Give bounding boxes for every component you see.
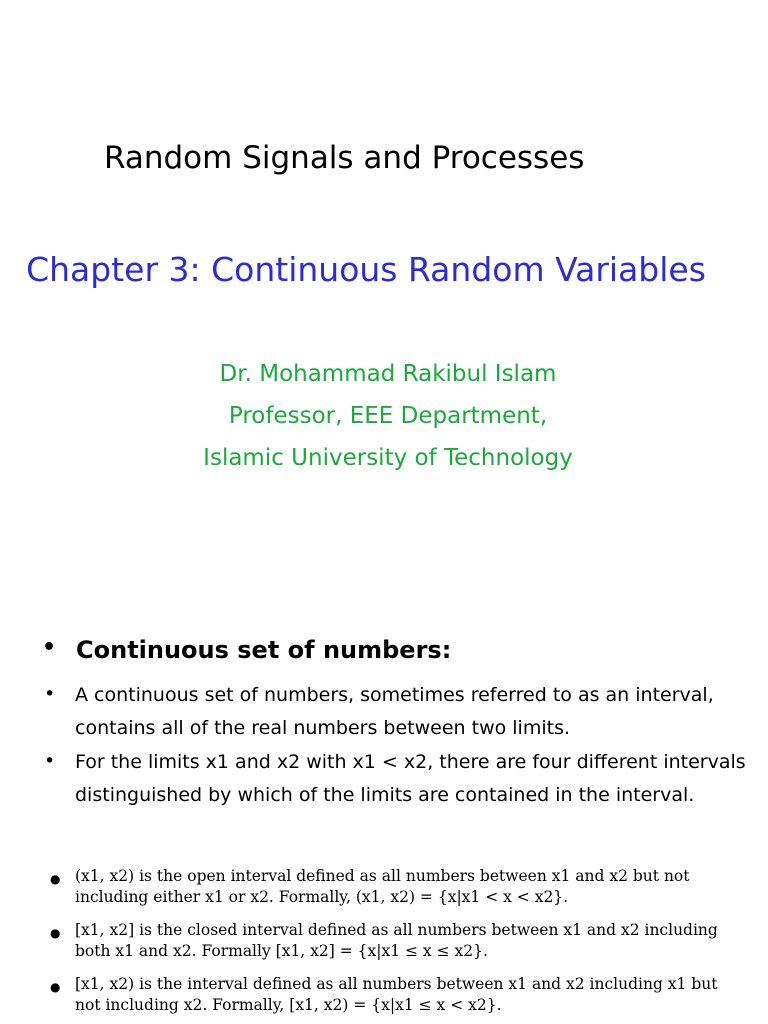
section-heading: Continuous set of numbers: xyxy=(76,636,452,664)
bullet-icon: • xyxy=(44,750,56,772)
chapter-title: Chapter 3: Continuous Random Variables xyxy=(26,250,706,289)
interval-item xyxy=(75,974,735,1016)
bullet-icon: • xyxy=(42,635,57,660)
interval-item xyxy=(75,866,735,908)
bullet-icon: ● xyxy=(50,980,61,994)
interval-formal: Formally, (x1, x2) = {x|x1 < x < x2}. xyxy=(278,888,569,906)
interval-text: is the closed interval defined as all numbers between x1 and x2 including both x1 and x2. xyxy=(75,921,718,960)
interval-notation: (x1, x2) xyxy=(75,867,135,885)
bullet-icon: ● xyxy=(50,872,61,886)
author-name: Dr. Mohammad Rakibul Islam xyxy=(219,361,557,387)
interval-formal: Formally [x1, x2] = {x|x1 ≤ x ≤ x2}. xyxy=(201,942,488,960)
slide-title: Random Signals and Processes xyxy=(104,140,585,176)
bullet-icon: • xyxy=(44,683,56,705)
interval-notation: [x1, x2] xyxy=(75,921,135,939)
author-block xyxy=(0,353,768,479)
interval-text: is the open interval defined as all numbers between x1 and x2 but not including either x1 or x2. xyxy=(75,867,690,906)
interval-formal: Formally, [x1, x2) = {x|x1 ≤ x < x2}. xyxy=(212,996,502,1014)
interval-item xyxy=(75,920,735,962)
author-position: Professor, EEE Department, xyxy=(228,403,548,429)
interval-text: is the interval defined as all numbers between x1 and x2 including x1 but not including x2. xyxy=(75,975,718,1014)
interval-notation: [x1, x2) xyxy=(75,975,135,993)
bullet-item: For the limits x1 and x2 with x1 < x2, there are four different intervals distinguished by which of the limits are contained in the interval. xyxy=(75,751,746,806)
author-institution: Islamic University of Technology xyxy=(203,445,573,471)
bullet-item: A continuous set of numbers, sometimes referred to as an interval, contains all of the real numbers between two limits. xyxy=(75,684,714,739)
bullet-icon: ● xyxy=(50,926,61,940)
